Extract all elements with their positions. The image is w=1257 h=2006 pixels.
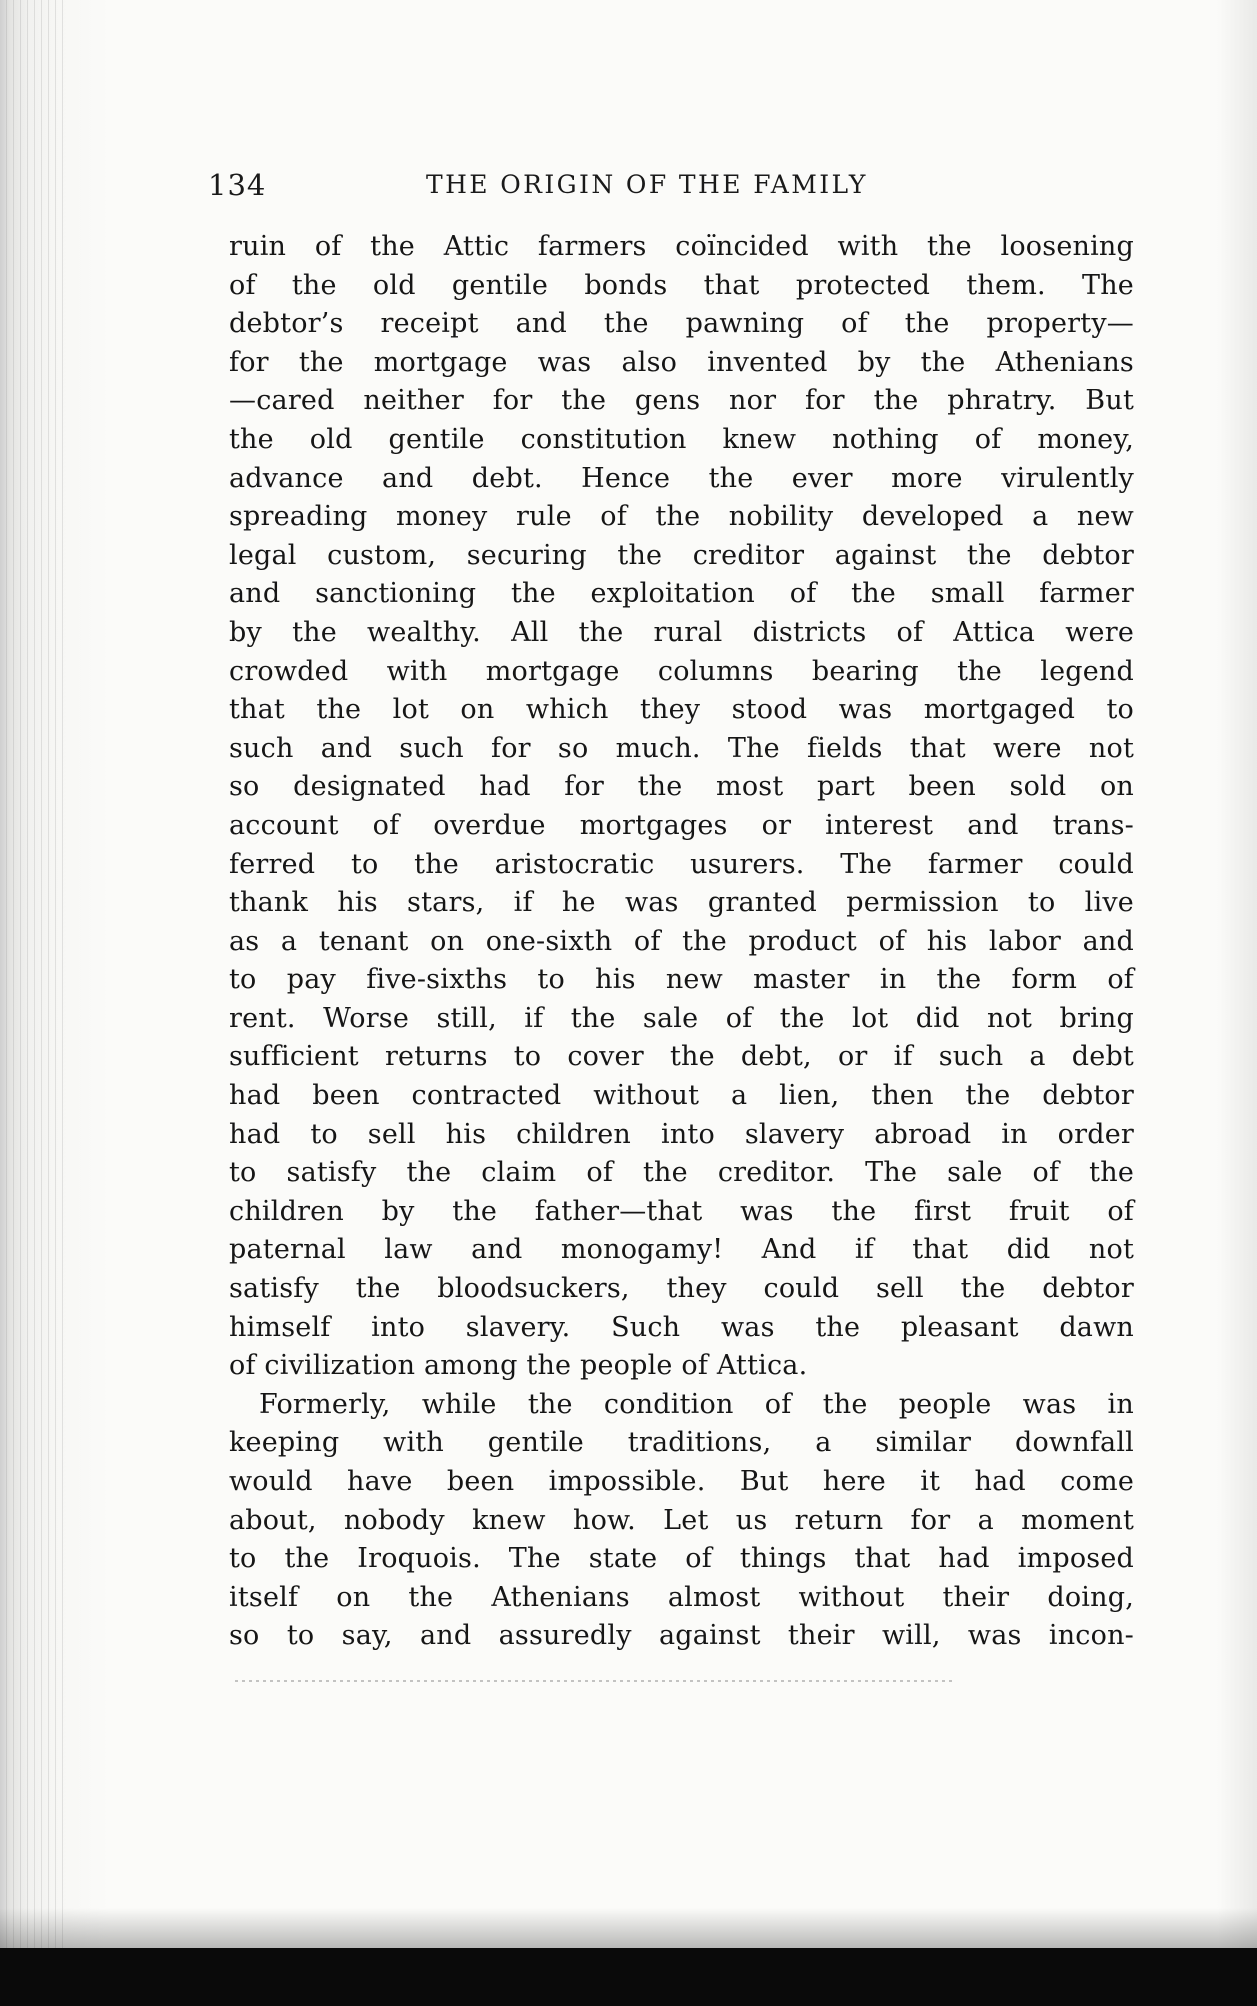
- text-line: of the old gentile bonds that protected them. The: [229, 269, 1134, 301]
- text-line: so designated had for the most part been sold on: [229, 771, 1134, 803]
- text-line: —cared neither for the gens nor for the phratry. But: [229, 385, 1134, 417]
- text-line: ferred to the aristocratic usurers. The farmer could: [229, 848, 1134, 880]
- text-line: debtor’s receipt and the pawning of the property—: [229, 308, 1134, 340]
- text-line: so to say, and assuredly against their will, was incon-: [229, 1620, 1134, 1652]
- text-line: had to sell his children into slavery abroad in order: [229, 1118, 1134, 1150]
- text-line: thank his stars, if he was granted permission to live: [229, 887, 1134, 919]
- text-line: by the wealthy. All the rural districts of Attica were: [229, 616, 1134, 648]
- text-line: advance and debt. Hence the ever more virulently: [229, 462, 1134, 494]
- text-line: to pay five-sixths to his new master in the form of: [229, 964, 1134, 996]
- paragraph-1: [229, 228, 1134, 1386]
- text-line: as a tenant on one-sixth of the product of his labor and: [229, 925, 1134, 957]
- text-line: rent. Worse still, if the sale of the lot did not bring: [229, 1002, 1134, 1034]
- scan-bottom-border: [0, 1948, 1257, 2006]
- text-line: spreading money rule of the nobility developed a new: [229, 501, 1134, 533]
- scan-shadow: [0, 1908, 1257, 1948]
- page-edge-shadow: [1217, 0, 1257, 2006]
- print-smudge: [235, 1680, 955, 1682]
- text-line: about, nobody knew how. Let us return for a moment: [229, 1504, 1134, 1536]
- text-line: himself into slavery. Such was the pleasant dawn: [229, 1311, 1134, 1343]
- text-line: paternal law and monogamy! And if that did not: [229, 1234, 1134, 1266]
- text-line: to satisfy the claim of the creditor. The sale of the: [229, 1157, 1134, 1189]
- text-line: keeping with gentile traditions, a similar downfall: [229, 1427, 1134, 1459]
- text-line: crowded with mortgage columns bearing the legend: [229, 655, 1134, 687]
- text-line: itself on the Athenians almost without their doing,: [229, 1581, 1134, 1613]
- text-line: had been contracted without a lien, then the debtor: [229, 1080, 1134, 1112]
- text-line: account of overdue mortgages or interest and trans-: [229, 809, 1134, 841]
- page-number: 134: [208, 168, 267, 202]
- text-line: the old gentile constitution knew nothing of money,: [229, 423, 1134, 455]
- body-text: [229, 228, 1134, 1656]
- running-title: THE ORIGIN OF THE FAMILY: [426, 170, 868, 199]
- text-line: legal custom, securing the creditor against the debtor: [229, 539, 1134, 571]
- page-header: [208, 168, 1128, 208]
- text-line: that the lot on which they stood was mortgaged to: [229, 694, 1134, 726]
- text-line: to the Iroquois. The state of things that had imposed: [229, 1543, 1134, 1575]
- paragraph-2: [229, 1386, 1134, 1656]
- text-line: and sanctioning the exploitation of the small farmer: [229, 578, 1134, 610]
- text-line: for the mortgage was also invented by the Athenians: [229, 346, 1134, 378]
- binding-texture: [6, 0, 66, 2006]
- text-line: Formerly, while the condition of the people was in: [259, 1388, 1134, 1420]
- text-line: would have been impossible. But here it had come: [229, 1466, 1134, 1497]
- text-line: such and such for so much. The fields that were not: [229, 732, 1134, 764]
- text-line: satisfy the bloodsuckers, they could sell the debtor: [229, 1273, 1134, 1305]
- text-line: children by the father—that was the first fruit of: [229, 1195, 1134, 1227]
- text-line: of civilization among the people of Attica.: [229, 1350, 808, 1382]
- text-line: ruin of the Attic farmers coïncided with the loosening: [229, 231, 1134, 262]
- text-line: sufficient returns to cover the debt, or if such a debt: [229, 1041, 1134, 1073]
